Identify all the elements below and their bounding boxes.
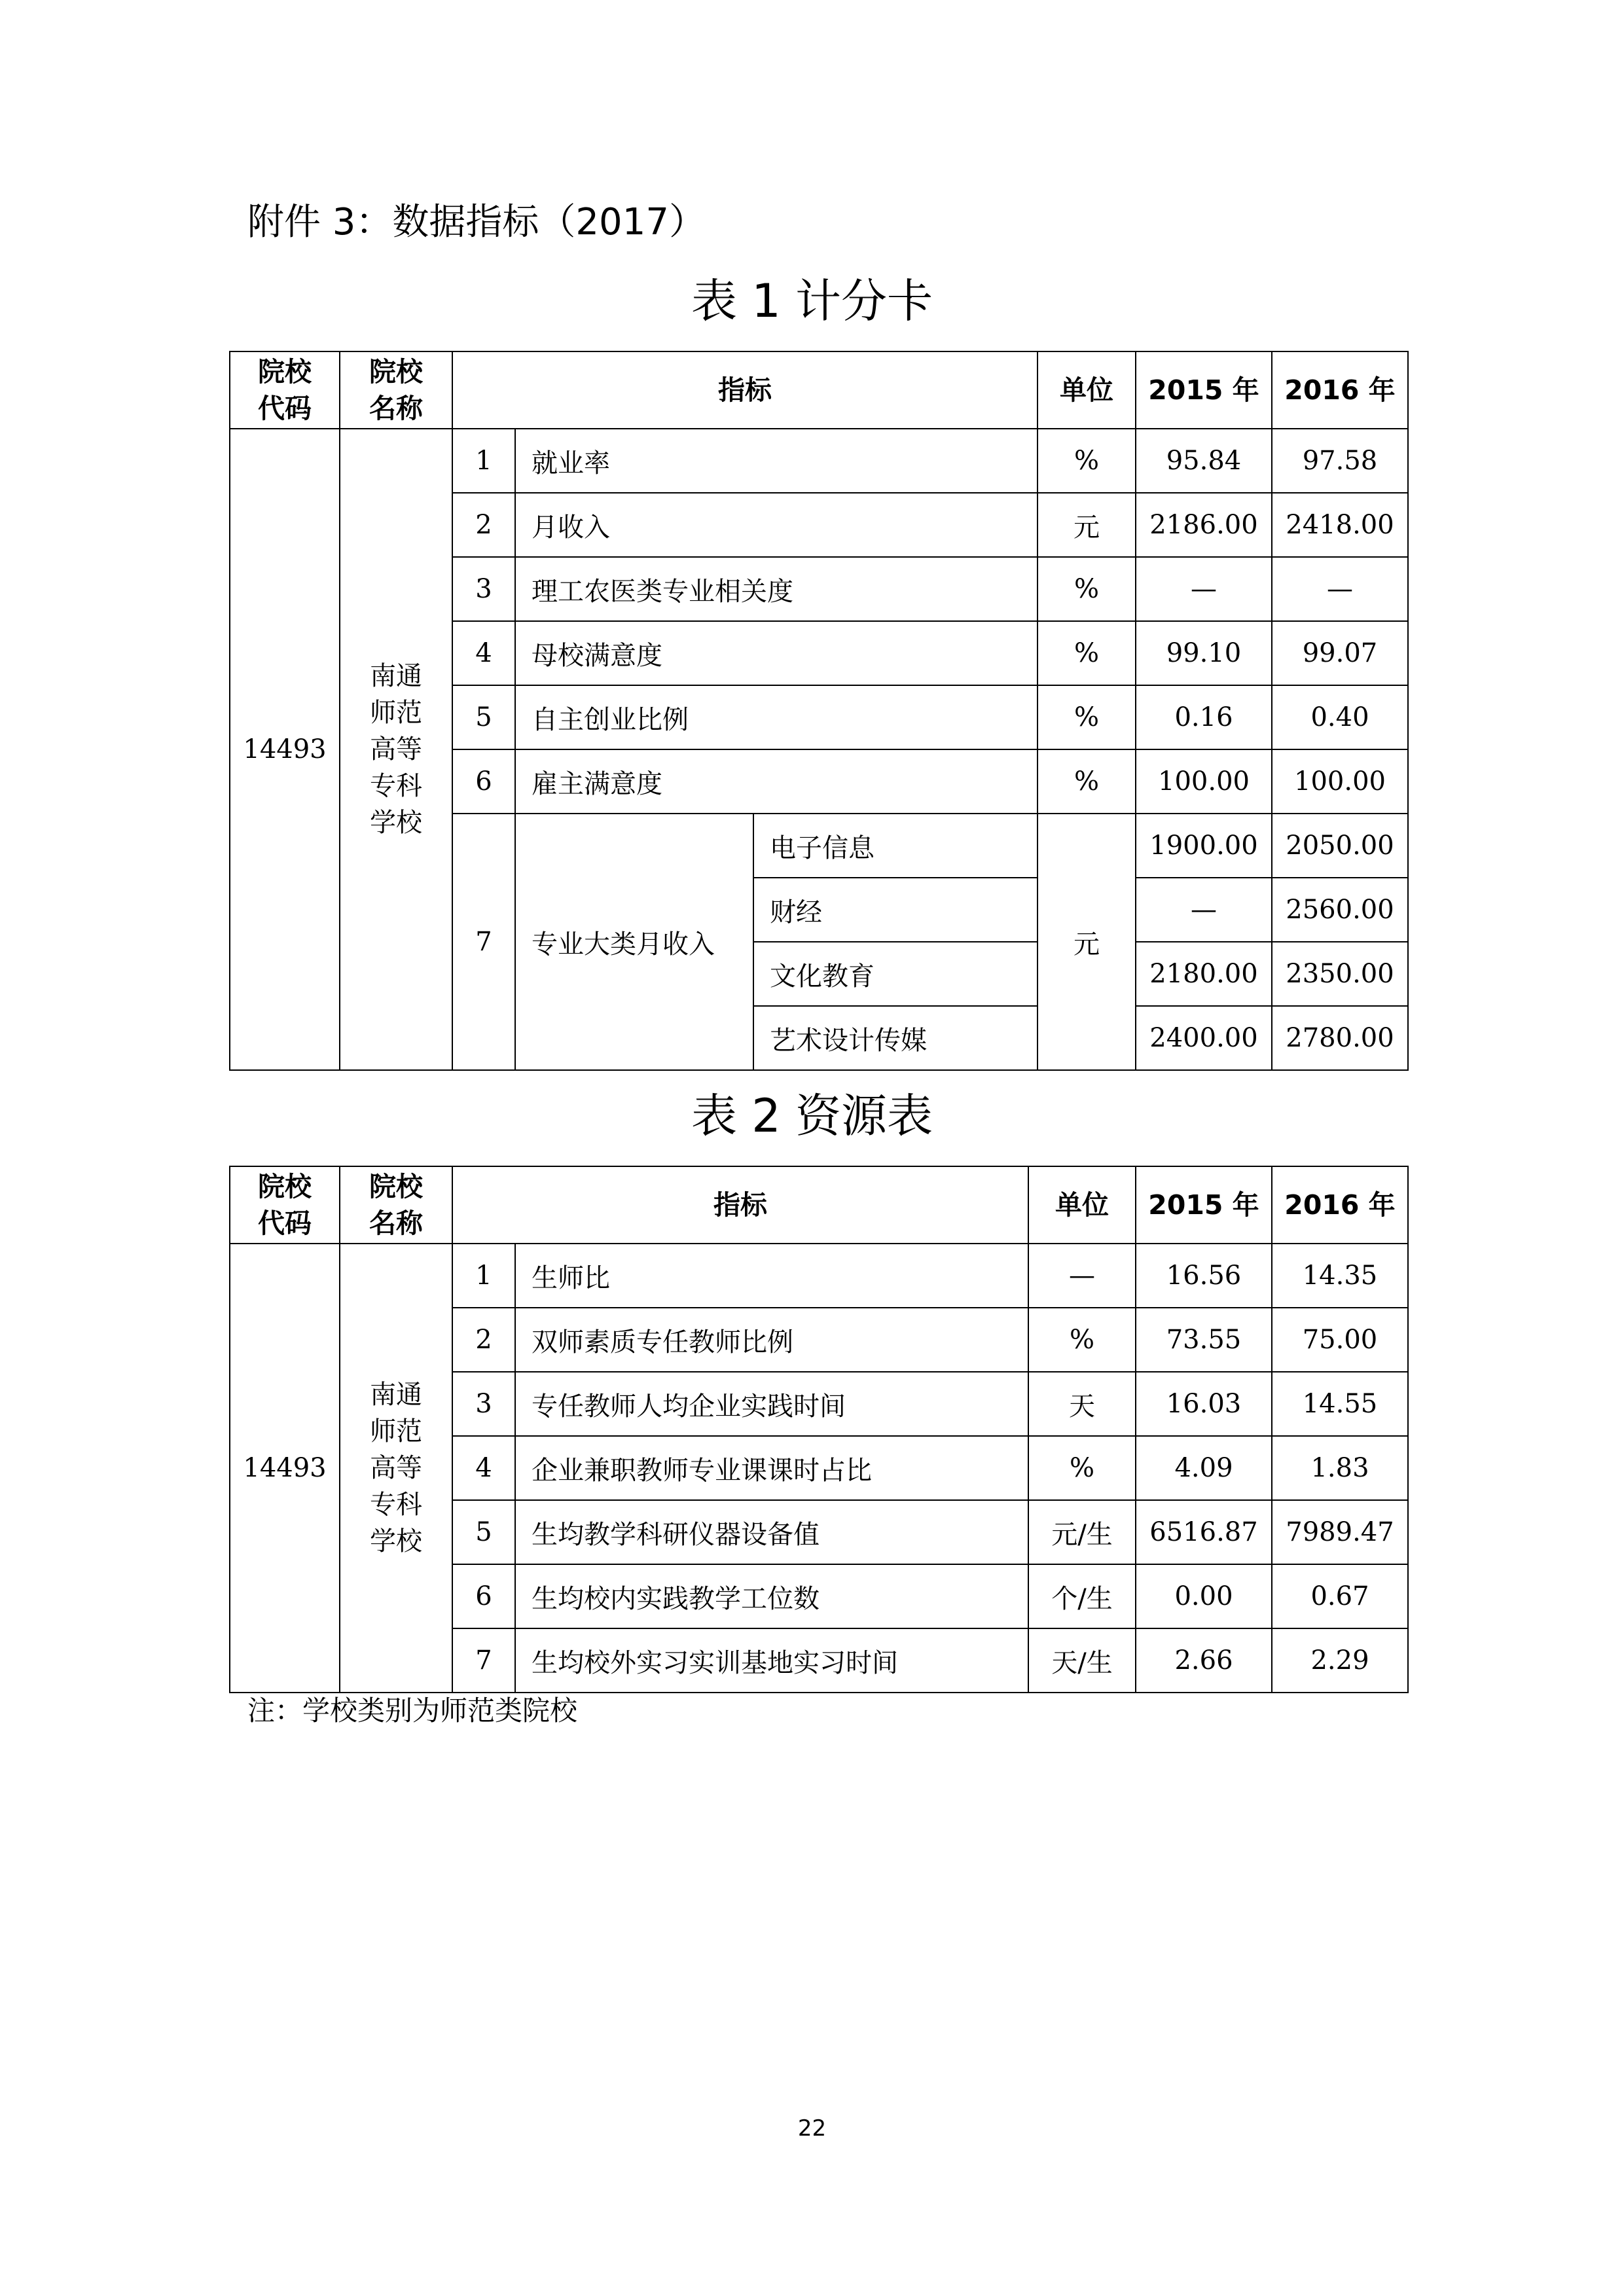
resource-table (229, 1166, 1409, 1693)
table-note: 注：学校类别为师范类院校 (247, 1695, 578, 1727)
row-number: 4 (452, 1436, 515, 1500)
sub-category-cell: 财经 (753, 878, 1038, 942)
header-school-name: 院校 名称 (340, 351, 452, 429)
indicator-cell: 双师素质专任教师比例 (515, 1308, 1028, 1372)
value-2016-cell: 75.00 (1272, 1308, 1408, 1372)
value-2016-cell: 0.40 (1272, 685, 1408, 749)
table-row (230, 429, 1408, 493)
value-2016-cell: 0.67 (1272, 1564, 1408, 1628)
row-number: 1 (452, 429, 515, 493)
scorecard-table (229, 351, 1409, 1071)
row-number: 3 (452, 1372, 515, 1436)
value-2015-cell: 2180.00 (1136, 942, 1272, 1006)
indicator-cell: 生均校外实习实训基地实习时间 (515, 1628, 1028, 1693)
header-unit: 单位 (1038, 351, 1136, 429)
header-2015: 2015 年 (1136, 1166, 1272, 1244)
indicator-cell: 专任教师人均企业实践时间 (515, 1372, 1028, 1436)
header-school-code: 院校 代码 (230, 351, 340, 429)
value-2016-cell: 14.35 (1272, 1244, 1408, 1308)
value-2016-cell: 2780.00 (1272, 1006, 1408, 1070)
header-indicator: 指标 (452, 351, 1038, 429)
value-2016-cell: 7989.47 (1272, 1500, 1408, 1564)
attachment-heading: 附件 3：数据指标（2017） (247, 201, 706, 243)
value-2015-cell: 95.84 (1136, 429, 1272, 493)
table-header-row (230, 351, 1408, 429)
indicator-cell: 生师比 (515, 1244, 1028, 1308)
school-name-cell: 南通 师范 高等 专科 学校 (340, 1244, 452, 1693)
value-2016-cell: 97.58 (1272, 429, 1408, 493)
page-number: 22 (797, 2115, 827, 2142)
unit-cell: 天 (1028, 1372, 1136, 1436)
value-2015-cell: 4.09 (1136, 1436, 1272, 1500)
indicator-cell: 自主创业比例 (515, 685, 1038, 749)
value-2015-cell: 2400.00 (1136, 1006, 1272, 1070)
value-2015-cell: 1900.00 (1136, 814, 1272, 878)
unit-cell: % (1038, 685, 1136, 749)
unit-cell: 元 (1038, 814, 1136, 1070)
indicator-cell: 专业大类月收入 (515, 814, 753, 1070)
table-header-row (230, 1166, 1408, 1244)
value-2016-cell: 2418.00 (1272, 493, 1408, 557)
indicator-cell: 生均校内实践教学工位数 (515, 1564, 1028, 1628)
unit-cell: 天/生 (1028, 1628, 1136, 1693)
header-unit: 单位 (1028, 1166, 1136, 1244)
header-school-name: 院校 名称 (340, 1166, 452, 1244)
value-2015-cell: 73.55 (1136, 1308, 1272, 1372)
value-2015-cell: 0.16 (1136, 685, 1272, 749)
row-number: 2 (452, 493, 515, 557)
row-number: 3 (452, 557, 515, 621)
row-number: 7 (452, 1628, 515, 1693)
unit-cell: — (1028, 1244, 1136, 1308)
header-2016: 2016 年 (1272, 1166, 1408, 1244)
value-2016-cell: 2560.00 (1272, 878, 1408, 942)
value-2016-cell: 2050.00 (1272, 814, 1408, 878)
table-row (230, 1244, 1408, 1308)
row-number: 7 (452, 814, 515, 1070)
table2-title: 表 2 资源表 (691, 1089, 933, 1143)
row-number: 6 (452, 1564, 515, 1628)
value-2015-cell: 99.10 (1136, 621, 1272, 685)
header-school-code: 院校 代码 (230, 1166, 340, 1244)
row-number: 1 (452, 1244, 515, 1308)
row-number: 2 (452, 1308, 515, 1372)
sub-category-cell: 文化教育 (753, 942, 1038, 1006)
header-indicator: 指标 (452, 1166, 1028, 1244)
value-2016-cell: 100.00 (1272, 749, 1408, 814)
header-2016: 2016 年 (1272, 351, 1408, 429)
value-2016-cell: 14.55 (1272, 1372, 1408, 1436)
unit-cell: 元/生 (1028, 1500, 1136, 1564)
header-2015: 2015 年 (1136, 351, 1272, 429)
value-2016-cell: 99.07 (1272, 621, 1408, 685)
indicator-cell: 月收入 (515, 493, 1038, 557)
school-code-cell: 14493 (230, 429, 340, 1070)
unit-cell: % (1028, 1308, 1136, 1372)
indicator-cell: 企业兼职教师专业课课时占比 (515, 1436, 1028, 1500)
row-number: 5 (452, 1500, 515, 1564)
unit-cell: % (1038, 557, 1136, 621)
row-number: 6 (452, 749, 515, 814)
sub-category-cell: 电子信息 (753, 814, 1038, 878)
row-number: 4 (452, 621, 515, 685)
unit-cell: % (1038, 429, 1136, 493)
unit-cell: 个/生 (1028, 1564, 1136, 1628)
value-2016-cell: — (1272, 557, 1408, 621)
row-number: 5 (452, 685, 515, 749)
value-2015-cell: 6516.87 (1136, 1500, 1272, 1564)
unit-cell: % (1028, 1436, 1136, 1500)
value-2015-cell: 100.00 (1136, 749, 1272, 814)
indicator-cell: 理工农医类专业相关度 (515, 557, 1038, 621)
unit-cell: % (1038, 749, 1136, 814)
indicator-cell: 雇主满意度 (515, 749, 1038, 814)
school-code-cell: 14493 (230, 1244, 340, 1693)
value-2015-cell: — (1136, 557, 1272, 621)
school-name-cell: 南通 师范 高等 专科 学校 (340, 429, 452, 1070)
indicator-cell: 母校满意度 (515, 621, 1038, 685)
value-2016-cell: 2350.00 (1272, 942, 1408, 1006)
indicator-cell: 生均教学科研仪器设备值 (515, 1500, 1028, 1564)
value-2015-cell: 2186.00 (1136, 493, 1272, 557)
value-2015-cell: 16.56 (1136, 1244, 1272, 1308)
unit-cell: 元 (1038, 493, 1136, 557)
sub-category-cell: 艺术设计传媒 (753, 1006, 1038, 1070)
value-2015-cell: 0.00 (1136, 1564, 1272, 1628)
table1-title: 表 1 计分卡 (691, 274, 933, 328)
indicator-cell: 就业率 (515, 429, 1038, 493)
value-2015-cell: 16.03 (1136, 1372, 1272, 1436)
unit-cell: % (1038, 621, 1136, 685)
value-2016-cell: 1.83 (1272, 1436, 1408, 1500)
value-2015-cell: — (1136, 878, 1272, 942)
value-2015-cell: 2.66 (1136, 1628, 1272, 1693)
value-2016-cell: 2.29 (1272, 1628, 1408, 1693)
